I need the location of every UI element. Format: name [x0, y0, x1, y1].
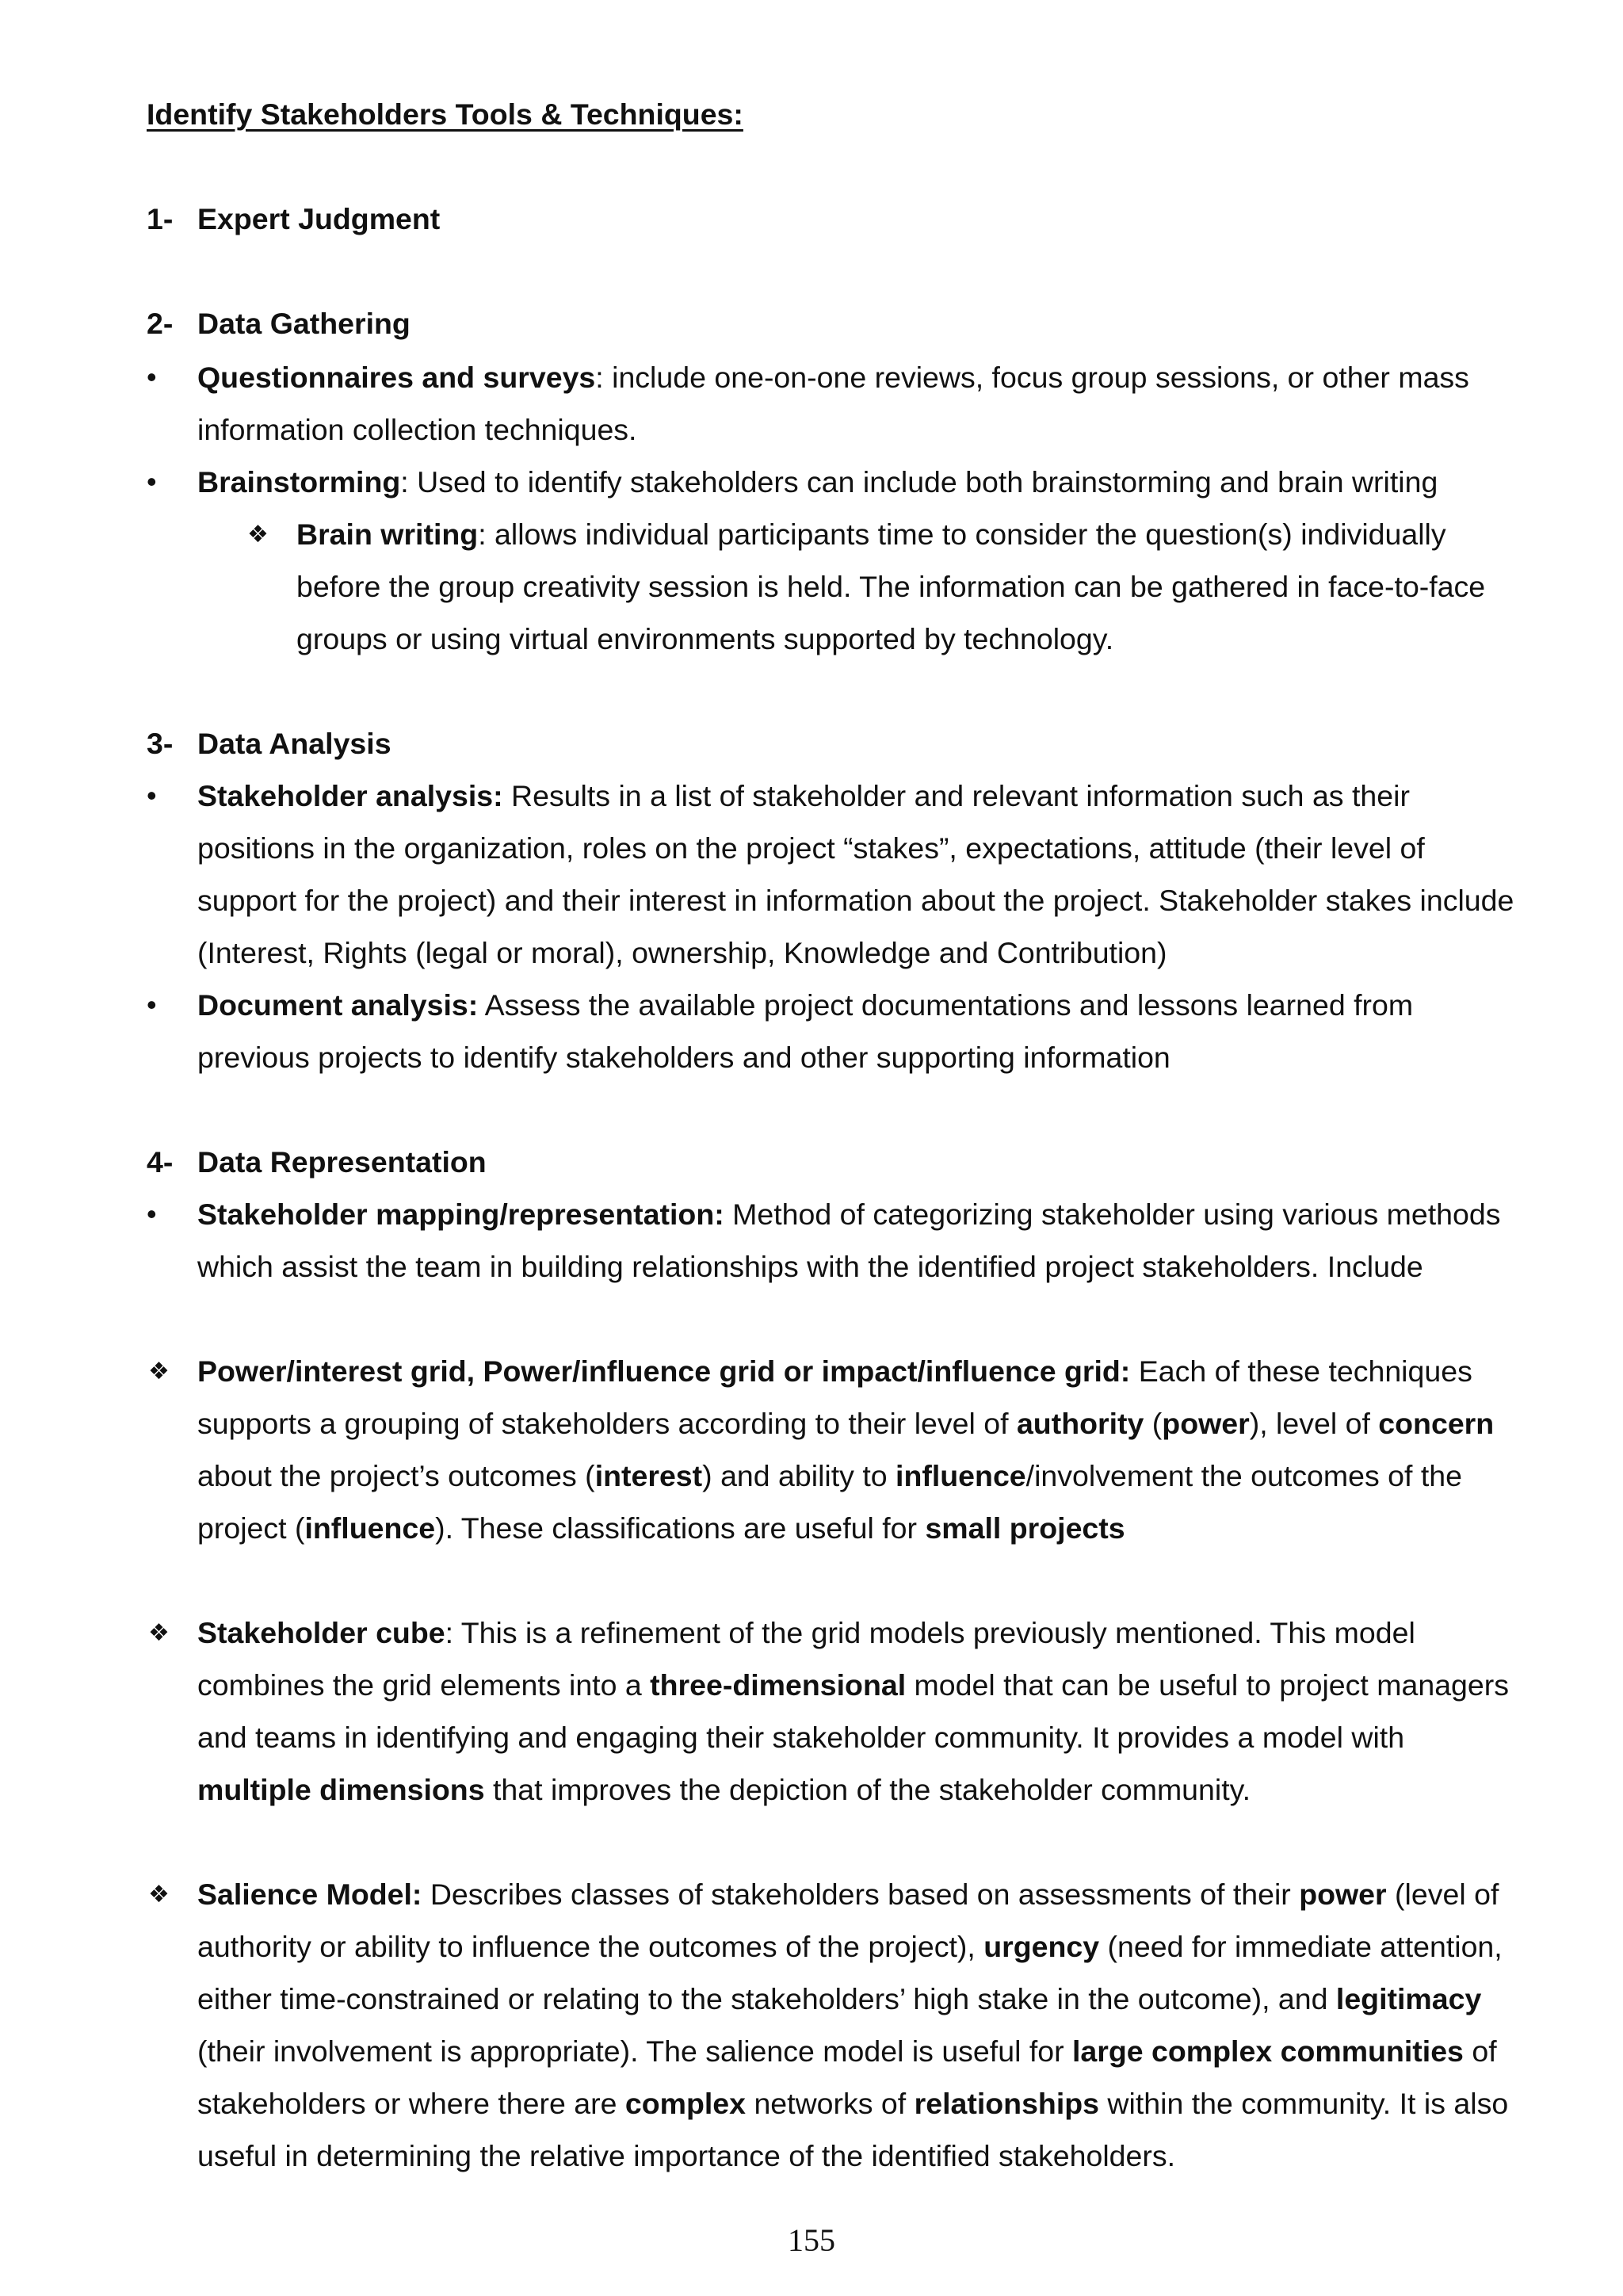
paragraph-line: previous projects to identify stakeholders and other supporting information	[197, 1041, 1170, 1074]
term-label: Questionnaires and surveys	[197, 361, 596, 394]
line-text: either time-constrained or relating to the stakeholders’ high stake in the outcome), and	[197, 1982, 1336, 2015]
section-4-heading: Data Representation	[197, 1145, 487, 1179]
line-text: ), level of	[1249, 1407, 1379, 1440]
term-label: Power/interest grid, Power/influence grid or impact/influence grid:	[197, 1354, 1131, 1388]
emphasis: small projects	[925, 1511, 1125, 1545]
paragraph-line	[197, 465, 1438, 499]
page-number: 155	[788, 2222, 835, 2258]
line-text: about the project’s outcomes (	[197, 1459, 595, 1492]
emphasis: power	[1162, 1407, 1250, 1440]
paragraph-line	[197, 1668, 1509, 1702]
emphasis: multiple dimensions	[197, 1773, 485, 1806]
page-title: Identify Stakeholders Tools & Techniques:	[147, 97, 743, 131]
line-text: networks of	[746, 2087, 915, 2120]
paragraph-line	[197, 1880, 1499, 1910]
line-text: combines the grid elements into a	[197, 1668, 651, 1702]
paragraph-line	[197, 1775, 1251, 1805]
line-text: : include one-on-one reviews, focus group sessions, or other mass	[595, 361, 1469, 394]
paragraph-line: (Interest, Rights (legal or moral), ownership, Knowledge and Contribution)	[197, 936, 1167, 969]
paragraph-line: useful in determining the relative importance of the identified stakeholders.	[197, 2139, 1176, 2172]
paragraph-line	[197, 1200, 1500, 1230]
section-1-number: 1-	[147, 202, 174, 235]
bullet-icon: •	[147, 779, 157, 812]
line-text: within the community. It is also	[1099, 2087, 1509, 2120]
section-3-number: 3-	[147, 727, 174, 760]
line-text: ) and ability to	[702, 1459, 896, 1492]
section-2-number: 2-	[147, 307, 174, 340]
paragraph-line	[197, 1511, 1125, 1545]
line-text: project (	[197, 1511, 305, 1545]
paragraph-line	[197, 988, 1414, 1022]
term-label: Stakeholder mapping/representation:	[197, 1198, 724, 1231]
line-text: stakeholders or where there are	[197, 2087, 625, 2120]
term-label: Stakeholder cube	[197, 1616, 445, 1649]
bullet-icon: •	[147, 1198, 157, 1230]
emphasis: influence	[896, 1459, 1026, 1492]
emphasis: power	[1299, 1878, 1387, 1911]
paragraph-line: information collection techniques.	[197, 413, 637, 446]
section-3-heading: Data Analysis	[197, 727, 391, 760]
emphasis: three-dimensional	[650, 1668, 907, 1702]
paragraph-line	[197, 1409, 1494, 1439]
term-label: Salience Model:	[197, 1878, 422, 1911]
paragraph-line	[197, 1932, 1503, 1962]
line-text: (level of	[1386, 1878, 1499, 1911]
section-4-number: 4-	[147, 1145, 174, 1179]
line-text: Method of categorizing stakeholder using various methods	[724, 1198, 1501, 1231]
term-label: Brain writing	[296, 518, 479, 551]
line-text: Results in a list of stakeholder and relevant information such as their	[502, 779, 1410, 812]
paragraph-line	[197, 781, 1410, 812]
paragraph-line	[197, 1982, 1482, 2015]
emphasis: large complex communities	[1072, 2034, 1464, 2068]
line-text: supports a grouping of stakeholders according to their level of	[197, 1407, 1017, 1440]
emphasis: legitimacy	[1335, 1982, 1482, 2015]
line-text: that improves the depiction of the stakeholder community.	[484, 1773, 1251, 1806]
bullet-icon: •	[147, 361, 157, 393]
emphasis: complex	[624, 2087, 747, 2120]
paragraph-line	[197, 1461, 1462, 1492]
line-text: : This is a refinement of the grid models previously mentioned. This model	[445, 1616, 1415, 1649]
line-text: of	[1463, 2034, 1497, 2068]
emphasis: authority	[1016, 1407, 1144, 1440]
diamond-bullet-icon: ❖	[148, 1619, 170, 1647]
paragraph-line	[197, 363, 1469, 393]
paragraph-line	[197, 1354, 1472, 1388]
line-text: : allows individual participants time to consider the question(s) individually	[478, 518, 1446, 551]
line-text: model that can be useful to project managers	[906, 1668, 1509, 1702]
paragraph-line: and teams in identifying and engaging their stakeholder community. It provides a model with	[197, 1721, 1405, 1754]
term-label: Stakeholder analysis:	[197, 779, 503, 812]
line-text: Describes classes of stakeholders based on assessments of their	[422, 1878, 1300, 1911]
emphasis: relationships	[914, 2087, 1100, 2120]
diamond-bullet-icon: ❖	[148, 1358, 170, 1385]
paragraph-line	[197, 1618, 1415, 1648]
line-text: : Used to identify stakeholders can include both brainstorming and brain writing	[400, 465, 1438, 499]
paragraph-line: positions in the organization, roles on the project “stakes”, expectations, attitude (their level of	[197, 831, 1425, 865]
section-1-heading: Expert Judgment	[197, 202, 441, 235]
emphasis: interest	[594, 1459, 703, 1492]
paragraph-line	[296, 520, 1446, 550]
paragraph-line	[197, 2034, 1497, 2068]
diamond-bullet-icon: ❖	[148, 1881, 170, 1908]
line-text: Each of these techniques	[1130, 1354, 1472, 1388]
line-text: (need for immediate attention,	[1099, 1930, 1503, 1963]
term-label: Brainstorming	[197, 465, 401, 499]
emphasis: influence	[304, 1511, 436, 1545]
line-text: (their involvement is appropriate). The salience model is useful for	[197, 2034, 1072, 2068]
emphasis: urgency	[983, 1930, 1100, 1963]
diamond-bullet-icon: ❖	[247, 521, 269, 548]
paragraph-line: before the group creativity session is held. The information can be gathered in face-to-face	[296, 570, 1486, 603]
bullet-icon: •	[147, 988, 157, 1021]
line-text: ). These classifications are useful for	[435, 1511, 926, 1545]
bullet-icon: •	[147, 465, 157, 498]
line-text: (	[1144, 1407, 1163, 1440]
line-text: authority or ability to influence the outcomes of the project),	[197, 1930, 984, 1963]
paragraph-line: which assist the team in building relationships with the identified project stakeholders. Include	[197, 1250, 1423, 1283]
line-text: Assess the available project documentations and lessons learned from	[478, 988, 1414, 1022]
paragraph-line: groups or using virtual environments supported by technology.	[296, 622, 1114, 655]
paragraph-line: support for the project) and their interest in information about the project. Stakeholder stakes include	[197, 884, 1514, 917]
emphasis: concern	[1378, 1407, 1495, 1440]
paragraph-line	[197, 2089, 1508, 2119]
section-2-heading: Data Gathering	[197, 307, 411, 340]
term-label: Document analysis:	[197, 988, 479, 1022]
line-text: /involvement the outcomes of the	[1025, 1459, 1462, 1492]
